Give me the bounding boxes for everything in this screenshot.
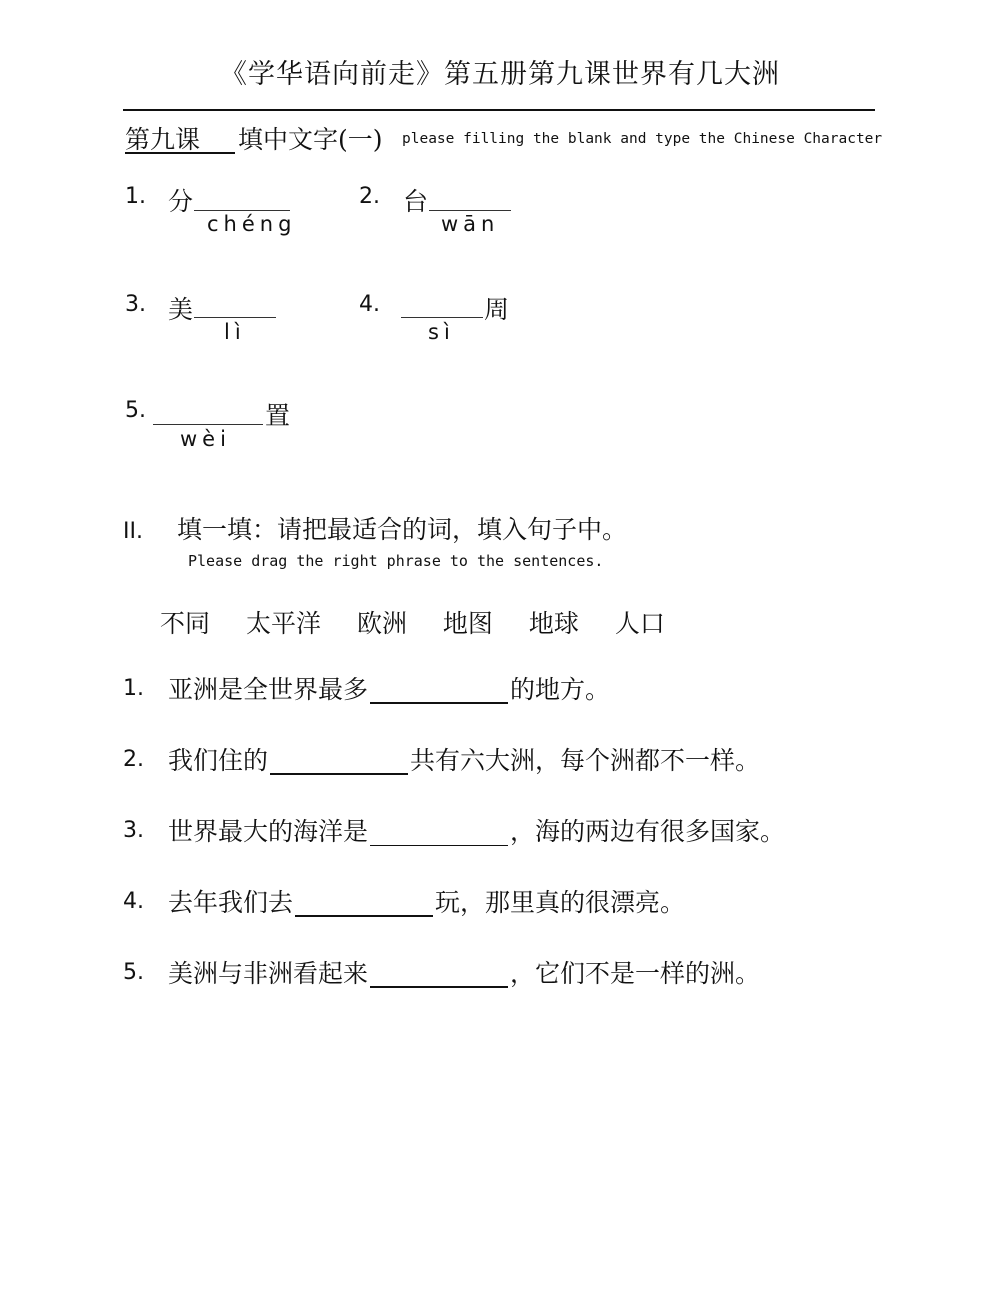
word-bank-item[interactable]: 人口 [614,609,665,638]
sentence-number: 1. [123,675,144,701]
item-2-blank[interactable] [429,210,511,211]
section2-heading: 填一填：请把最适合的词，填入句子中。 [176,515,627,544]
sentence-drop-blank[interactable] [370,956,508,988]
sentence-after: 的地方。 [510,675,611,704]
item-3-character: 美 [168,295,194,324]
sentence-after: 玩，那里真的很漂亮。 [435,888,686,917]
sentence-number: 2. [123,746,144,772]
sentence-1 [123,670,610,706]
lesson-label [125,120,235,154]
sentence-after: 共有六大洲，每个洲都不一样。 [410,746,761,775]
item-5-pinyin: wèi [180,427,231,451]
lesson-label-text: 第九课 [125,125,201,154]
section1-heading: 填中文字(一) [238,125,383,154]
section2-heading-row [123,510,627,546]
item-5-blank[interactable] [153,424,263,425]
word-bank-item[interactable]: 地图 [442,609,493,638]
item-2-number: 2. [359,184,380,209]
sentence-before: 美洲与非洲看起来 [168,959,369,988]
item-3-number: 3. [125,292,146,317]
sentence-after: ，它们不是一样的洲。 [510,959,761,988]
item-3-pinyin: lì [224,320,246,344]
sentence-3 [123,812,785,848]
title-divider [123,109,875,111]
item-4-number: 4. [359,292,380,317]
word-bank-item[interactable]: 欧洲 [356,609,407,638]
item-2-pinyin: wān [441,212,500,236]
sentence-drop-blank[interactable] [295,885,433,917]
sentence-4 [123,883,685,919]
item-4-blank[interactable] [401,317,483,318]
sentence-number: 4. [123,888,144,914]
item-3-blank[interactable] [194,317,276,318]
sentence-before: 去年我们去 [168,888,294,917]
item-4-pinyin: sì [428,320,455,344]
sentence-drop-blank[interactable] [370,815,508,846]
worksheet-title: 《学华语向前走》第五册第九课世界有几大洲 [220,59,780,90]
word-bank [160,604,693,640]
sentence-before: 亚洲是全世界最多 [168,675,369,704]
word-bank-item[interactable]: 不同 [160,609,211,638]
sentence-before: 我们住的 [168,746,269,775]
sentence-after: ，海的两边有很多国家。 [510,817,786,846]
sentence-number: 3. [123,817,144,843]
sentence-drop-blank[interactable] [370,672,508,704]
sentence-before: 世界最大的海洋是 [168,817,369,846]
item-1-number: 1. [125,184,146,209]
item-1-pinyin: chéng [207,212,297,236]
section1-heading-en: please filling the blank and type the Chinese Character [402,131,883,147]
word-bank-item[interactable]: 太平洋 [245,609,321,638]
sentence-number: 5. [123,959,144,985]
item-5-character: 置 [265,401,291,430]
item-1-blank[interactable] [194,210,290,211]
word-bank-item[interactable]: 地球 [528,609,579,638]
section2-heading-en: Please drag the right phrase to the sentences. [188,552,604,570]
item-5-number: 5. [125,398,146,423]
sentence-2 [123,741,760,777]
sentence-5 [123,954,760,990]
sentence-drop-blank[interactable] [270,743,408,775]
item-2-character: 台 [403,187,429,216]
section2-number: II. [123,519,143,544]
item-4-character: 周 [484,295,510,324]
item-1-character: 分 [168,187,194,216]
